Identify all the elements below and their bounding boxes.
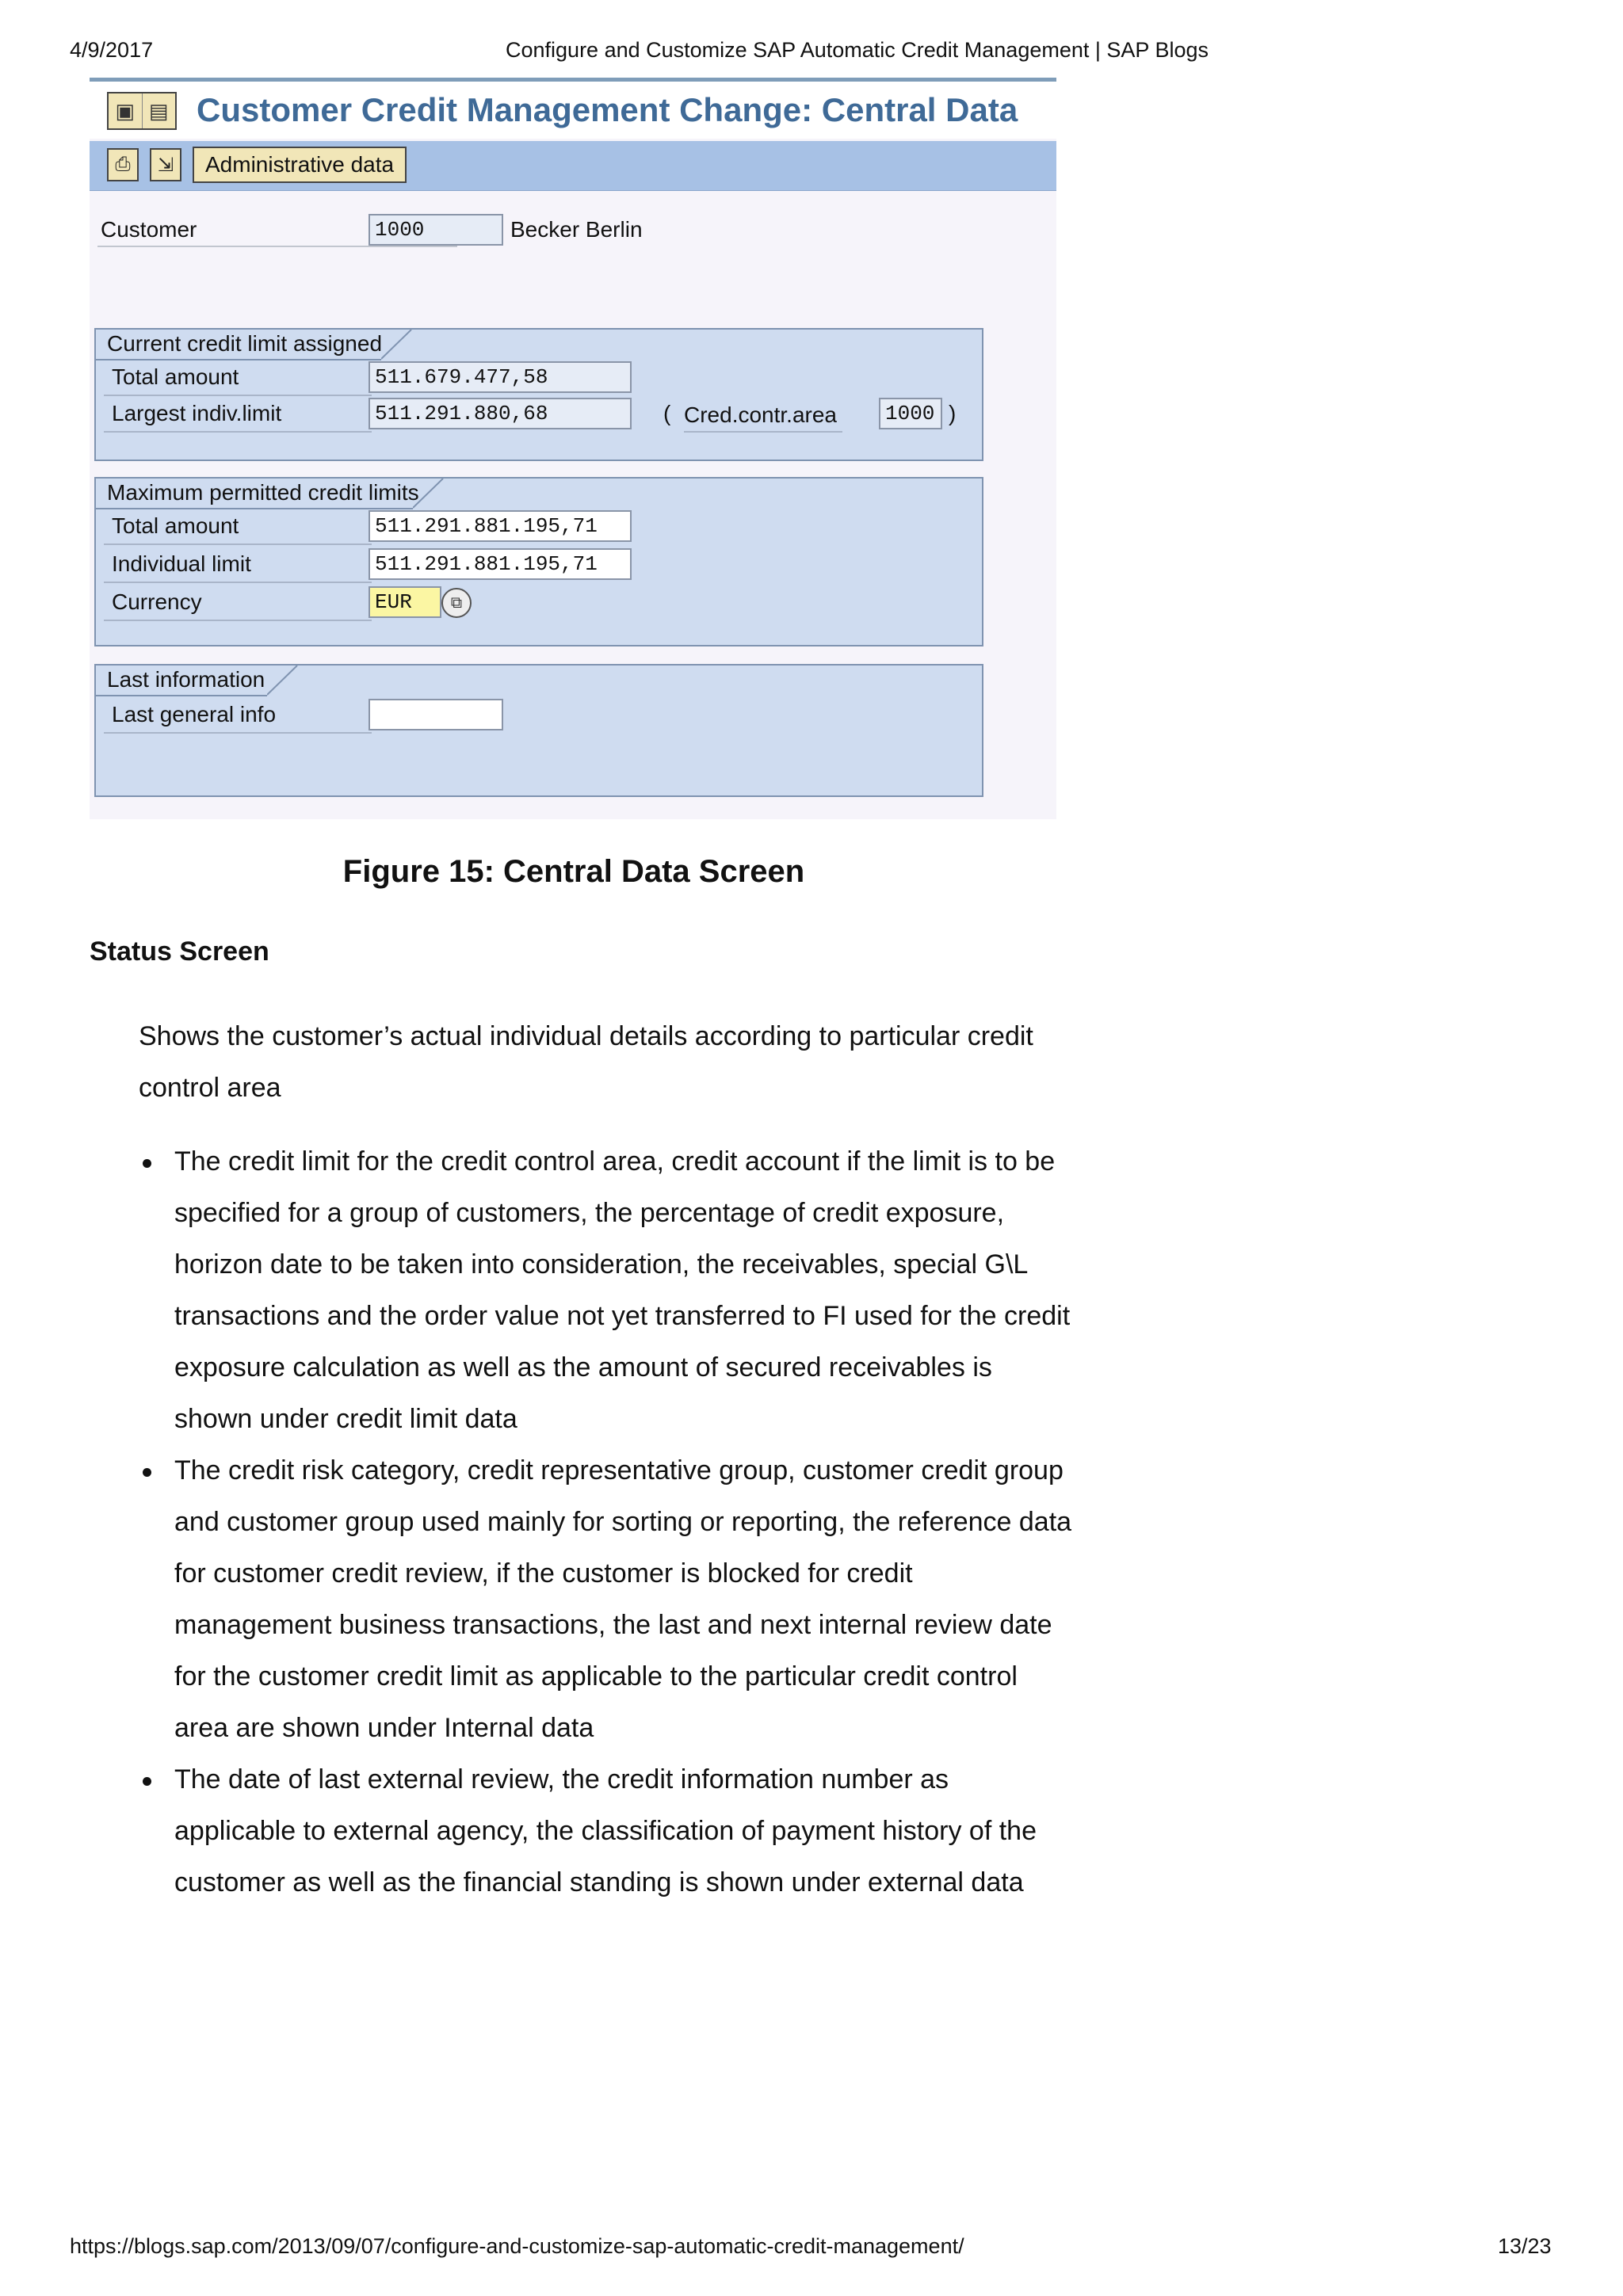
bullet-text: The date of last external review, the credit information number as applicable to external agency, the classification of payment history of the customer as well as the financial standing is shown under external data [174,1764,1037,1897]
customer-field[interactable]: 1000 [369,214,503,246]
max-total-amount-field[interactable]: 511.291.881.195,71 [369,510,632,542]
footer-url[interactable]: https://blogs.sap.com/2013/09/07/configure-and-customize-sap-automatic-credit-management/ [70,2234,964,2258]
application-toolbar [90,141,1056,191]
bullet-list [139,1136,1074,1909]
search-help-icon[interactable]: ⧉ [441,588,472,618]
print-title: Configure and Customize SAP Automatic Credit Management | SAP Blogs [506,38,1209,62]
tab-edge [267,666,299,696]
last-general-info-field[interactable] [369,699,503,730]
sap-screenshot [90,78,1056,819]
document-icon: ▤ [148,98,169,123]
individual-limit-label: Individual limit [112,551,251,576]
group-tab [96,479,445,509]
figure-caption: Figure 15: Central Data Screen [342,854,805,889]
page-number: 13/23 [1498,2234,1552,2258]
bullet-text: The credit limit for the credit control area, credit account if the limit is to be specified for a group of customers, the percentage of credit exposure, horizon date to be taken into consideration, the receivables, special G\L transactions and the order value not yet transferred to FI used for the credit exposure calculation as well as the amount of secured receivables is shown under credit limit data [174,1146,1071,1434]
last-general-info-label: Last general info [112,702,277,727]
list-item [139,1754,1074,1909]
last-information-group [94,664,983,797]
tab-edge [413,479,445,509]
individual-limit-field[interactable]: 511.291.881.195,71 [369,548,632,580]
intro-paragraph: Shows the customer’s actual individual details according to particular credit control area [139,1021,1033,1103]
print-date: 4/9/2017 [70,38,154,62]
row-underline [104,582,372,583]
bullet-dot [143,1468,151,1477]
paren-open: ( [663,401,671,425]
group-tab [96,330,413,360]
group-title: Last information [107,667,265,692]
tab-underline [96,695,267,696]
screen-title: Customer Credit Management Change: Central Data [197,91,1018,128]
largest-indiv-limit-label: Largest indiv.limit [112,401,282,425]
group-tab [96,666,299,696]
group-title: Current credit limit assigned [107,331,383,356]
currency-field[interactable]: EUR [369,586,441,618]
row-underline [684,431,842,433]
administrative-data-button[interactable]: Administrative data [193,147,407,183]
list-item [139,1445,1074,1754]
cred-contr-area-field[interactable]: 1000 [879,398,942,429]
previous-screen-icon[interactable]: ⎙ [107,148,139,181]
paren-close: ) [949,401,957,425]
title-bar [90,82,1056,139]
row-underline [104,431,372,433]
tab-underline [96,359,381,360]
tab-underline [96,508,413,509]
total-amount-label: Total amount [112,513,239,538]
row-underline [104,620,372,621]
currency-label: Currency [112,589,202,614]
tab-edge [381,330,413,360]
total-amount-label: Total amount [112,364,239,389]
maximum-credit-limits-group [94,477,983,646]
next-screen-icon[interactable]: ⇲ [150,148,181,181]
transaction-icon[interactable] [107,92,177,130]
customer-underline [97,246,457,247]
total-amount-field[interactable]: 511.679.477,58 [369,361,632,393]
row-underline [104,395,372,396]
customer-label: Customer [101,217,197,242]
row-underline [104,543,372,545]
section-heading: Status Screen [90,936,269,967]
menu-icon: ▣ [109,93,143,128]
list-item [139,1136,1074,1445]
bullet-dot [143,1777,151,1786]
cred-contr-area-label: Cred.contr.area [684,402,837,427]
customer-name: Becker Berlin [510,217,643,242]
bullet-dot [143,1159,151,1168]
row-underline [104,732,372,734]
largest-indiv-limit-field[interactable]: 511.291.880,68 [369,398,632,429]
current-credit-limit-group [94,328,983,461]
bullet-text: The credit risk category, credit representative group, customer credit group and customer group used mainly for sorting or reporting, the reference data for customer credit review, if the customer is blocked for credit management business transactions, the last and next internal review date for the customer credit limit as applicable to the particular credit control area are shown under Internal data [174,1455,1072,1743]
group-title: Maximum permitted credit limits [107,480,419,505]
